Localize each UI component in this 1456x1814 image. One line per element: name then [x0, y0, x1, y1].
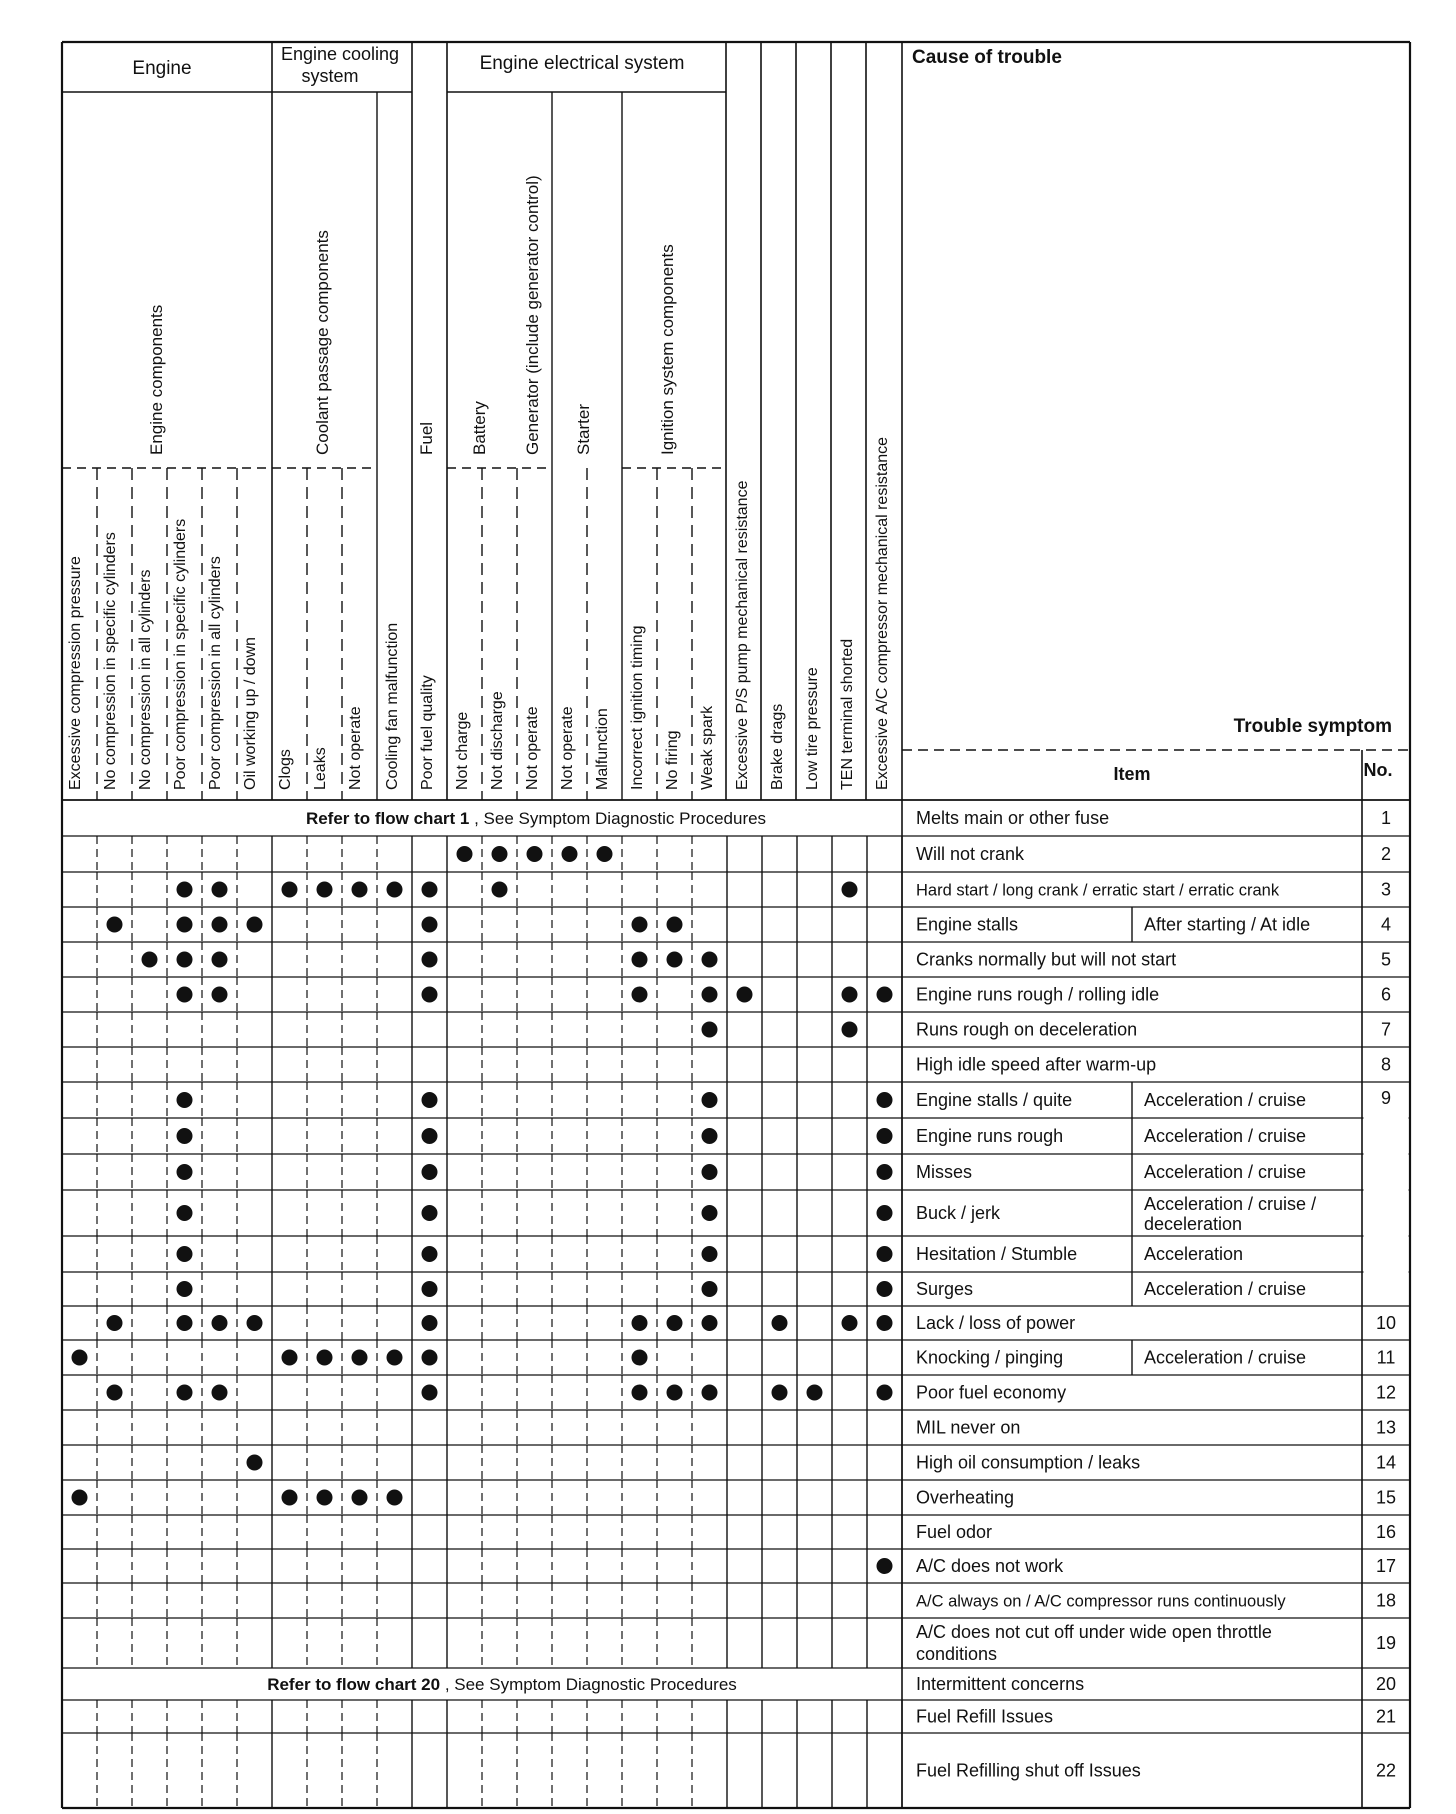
cause-dot — [387, 1350, 403, 1366]
col-label: Excessive compression pressure — [67, 556, 84, 790]
symptom-detail: Acceleration / cruise — [1144, 1090, 1307, 1110]
starter-label: Starter — [574, 403, 593, 455]
col-label: Excessive P/S pump mechanical resistance — [734, 480, 751, 790]
cause-dot — [702, 1128, 718, 1144]
symptom-rows — [916, 808, 1396, 1781]
col-label: Low tire pressure — [804, 667, 821, 790]
cause-dot — [177, 1281, 193, 1297]
col-label: Excessive A/C compressor mechanical resistance — [874, 436, 891, 790]
cause-dot — [667, 1315, 683, 1331]
symptom-number: 4 — [1380, 914, 1392, 935]
col-label: Malfunction — [594, 708, 611, 790]
cause-dot — [422, 1092, 438, 1108]
cause-dot — [702, 1281, 718, 1297]
cooling-group-header-line1: Engine cooling — [280, 44, 400, 64]
cause-dot — [177, 882, 193, 898]
symptom-number: 5 — [1380, 949, 1392, 970]
symptom-item: conditions — [916, 1644, 998, 1664]
cause-dot — [877, 1205, 893, 1221]
symptom-number: 15 — [1375, 1487, 1397, 1508]
symptom-number: 1 — [1380, 808, 1392, 828]
col-label: Cooling fan malfunction — [384, 622, 401, 790]
col-label: Clogs — [277, 749, 294, 790]
cause-dot — [702, 1385, 718, 1401]
no-column-header: No. — [1363, 760, 1393, 780]
symptom-number: 9 — [1380, 1088, 1392, 1108]
col-label: Not operate — [524, 706, 541, 790]
cause-dot — [177, 1246, 193, 1262]
symptom-detail: Acceleration / cruise — [1144, 1347, 1307, 1368]
cause-dot — [247, 1315, 263, 1331]
cause-dot — [702, 1022, 718, 1038]
cause-dot — [387, 882, 403, 898]
engine-components-label: Engine components — [147, 304, 166, 455]
cause-dot — [387, 1490, 403, 1506]
symptom-number: 22 — [1375, 1760, 1397, 1781]
symptom-number: 19 — [1375, 1633, 1397, 1653]
cause-dot — [877, 1164, 893, 1180]
col-label: Brake drags — [769, 703, 786, 790]
cause-dot — [702, 987, 718, 1003]
symptom-item: A/C does not work — [916, 1556, 1064, 1576]
cause-dot — [422, 1246, 438, 1262]
col-label: TEN terminal shorted — [839, 638, 856, 790]
cause-dot — [422, 952, 438, 968]
symptom-item: Poor fuel economy — [916, 1382, 1067, 1403]
col-label: Not operate — [347, 706, 364, 790]
cause-dot — [772, 1385, 788, 1401]
cause-dot — [702, 1164, 718, 1180]
symptom-item: Knocking / pinging — [916, 1347, 1064, 1368]
col-label: Poor compression in specific cylinders — [172, 518, 189, 790]
cause-dot — [177, 1315, 193, 1331]
cause-dot — [842, 882, 858, 898]
col-label: Incorrect ignition timing — [629, 625, 646, 790]
symptom-item: High idle speed after warm-up — [916, 1054, 1157, 1075]
col-label: Not discharge — [489, 691, 506, 790]
refer-flow-chart-1 — [306, 809, 766, 828]
symptom-item: Intermittent concerns — [916, 1674, 1085, 1694]
cause-dot — [597, 846, 613, 862]
cause-dot — [212, 917, 228, 933]
col-label: Weak spark — [699, 705, 716, 790]
refer-flow-chart-20 — [267, 1675, 737, 1694]
symptom-number: 12 — [1375, 1382, 1397, 1403]
symptom-number: 11 — [1376, 1347, 1396, 1368]
cause-dot — [212, 1385, 228, 1401]
cause-dot — [317, 1350, 333, 1366]
cause-dot — [877, 1315, 893, 1331]
refer-strong-text: Refer to flow chart 20 — [267, 1675, 441, 1694]
cause-dot — [842, 1022, 858, 1038]
battery-label: Battery — [470, 401, 489, 455]
col-label: Poor fuel quality — [419, 675, 436, 790]
col-label: Poor compression in all cylinders — [207, 556, 224, 790]
trouble-symptom-label: Trouble symptom — [1233, 716, 1392, 737]
cause-dot — [247, 917, 263, 933]
symptom-item: Hard start / long crank / erratic start / erratic crank — [916, 881, 1280, 900]
cause-dot — [527, 846, 543, 862]
symptom-number: 20 — [1375, 1674, 1397, 1694]
col-label: No compression in specific cylinders — [102, 532, 119, 790]
cause-dot — [492, 846, 508, 862]
cause-dot — [72, 1350, 88, 1366]
symptom-item: Surges — [916, 1279, 974, 1299]
symptom-item: Overheating — [916, 1487, 1015, 1508]
symptom-item: Engine runs rough — [916, 1126, 1064, 1146]
col-label: Not charge — [454, 711, 471, 790]
cause-dot — [492, 882, 508, 898]
cause-dot — [422, 1128, 438, 1144]
cause-dot — [667, 1385, 683, 1401]
cause-dot — [177, 1205, 193, 1221]
cause-dot — [282, 1490, 298, 1506]
cause-dot — [352, 882, 368, 898]
cause-dot — [702, 1092, 718, 1108]
cause-dot — [877, 1281, 893, 1297]
cause-dot — [212, 952, 228, 968]
symptom-number: 2 — [1380, 844, 1392, 864]
symptom-number: 17 — [1375, 1556, 1397, 1576]
cause-dot — [877, 1385, 893, 1401]
cause-dot — [422, 917, 438, 933]
cause-dot — [317, 1490, 333, 1506]
cause-dot — [737, 987, 753, 1003]
cause-dot — [177, 1128, 193, 1144]
symptom-item: Fuel odor — [916, 1522, 993, 1542]
cause-dot — [107, 1315, 123, 1331]
cause-dot — [352, 1490, 368, 1506]
cause-dot — [72, 1490, 88, 1506]
symptom-number: 8 — [1380, 1054, 1392, 1075]
cause-dot — [632, 1350, 648, 1366]
refer-rest-text: , See Symptom Diagnostic Procedures — [444, 1675, 737, 1694]
cause-dot — [177, 917, 193, 933]
symptom-item: Fuel Refilling shut off Issues — [916, 1760, 1141, 1781]
cause-dot — [807, 1385, 823, 1401]
symptom-item: A/C does not cut off under wide open throttle — [916, 1622, 1272, 1642]
symptom-item: High oil consumption / leaks — [916, 1452, 1141, 1473]
cause-dot — [702, 1246, 718, 1262]
cause-dot — [177, 1092, 193, 1108]
cause-dot — [422, 1315, 438, 1331]
cause-dot — [842, 987, 858, 1003]
symptom-number: 3 — [1380, 879, 1392, 900]
cause-dot — [107, 917, 123, 933]
col-label: Leaks — [312, 747, 329, 790]
cause-dot — [457, 846, 473, 862]
symptom-item: Engine runs rough / rolling idle — [916, 984, 1160, 1005]
cause-dot — [422, 1281, 438, 1297]
cause-dot — [702, 1315, 718, 1331]
symptom-number: 21 — [1375, 1706, 1397, 1727]
symptom-detail: Acceleration / cruise — [1144, 1126, 1307, 1146]
col-label: Not operate — [559, 706, 576, 790]
symptom-detail: Acceleration / cruise — [1144, 1162, 1307, 1182]
symptom-number: 16 — [1375, 1522, 1397, 1542]
col-label: No compression in all cylinders — [137, 569, 154, 790]
symptom-item: Cranks normally but will not start — [916, 949, 1177, 970]
cause-dot — [177, 1164, 193, 1180]
symptom-number: 10 — [1375, 1313, 1397, 1333]
cause-dot — [667, 917, 683, 933]
cause-dot — [212, 882, 228, 898]
cause-dot — [142, 952, 158, 968]
cause-dot — [877, 1246, 893, 1262]
cause-dot — [352, 1350, 368, 1366]
symptom-item: Lack / loss of power — [916, 1313, 1076, 1333]
cause-dot — [177, 952, 193, 968]
cause-dot — [632, 1315, 648, 1331]
symptom-item: MIL never on — [916, 1417, 1021, 1438]
symptom-number: 6 — [1380, 984, 1392, 1005]
cause-dot — [422, 1164, 438, 1180]
symptom-detail: After starting / At idle — [1144, 914, 1311, 935]
cause-dot — [632, 987, 648, 1003]
cause-dot — [422, 882, 438, 898]
cause-dot — [177, 1385, 193, 1401]
symptom-number: 18 — [1375, 1590, 1397, 1611]
symptom-item: Engine stalls / quite — [916, 1090, 1073, 1110]
col-label: No firing — [664, 730, 681, 790]
cause-of-trouble-label: Cause of trouble — [912, 47, 1062, 68]
refer-rest-text: , See Symptom Diagnostic Procedures — [474, 809, 767, 828]
cause-dot — [212, 987, 228, 1003]
symptom-detail: deceleration — [1144, 1214, 1243, 1234]
symptom-detail: Acceleration — [1144, 1244, 1244, 1264]
refer-strong-text: Refer to flow chart 1 — [305, 809, 470, 828]
symptom-item: Buck / jerk — [916, 1203, 1001, 1223]
cause-dot — [212, 1315, 228, 1331]
fuel-label: Fuel — [417, 421, 436, 455]
coolant-passage-label: Coolant passage components — [313, 230, 332, 455]
cause-dot — [422, 1205, 438, 1221]
cause-dot — [632, 952, 648, 968]
cause-dot — [247, 1455, 263, 1471]
cause-dot — [107, 1385, 123, 1401]
generator-label: Generator (include generator control) — [523, 175, 542, 455]
cooling-group-header-line2: system — [301, 66, 359, 86]
column-labels — [67, 437, 891, 790]
cause-dot — [667, 952, 683, 968]
cause-dot — [317, 882, 333, 898]
symptom-item: Will not crank — [916, 844, 1025, 864]
cause-dot — [422, 1385, 438, 1401]
symptom-item: Engine stalls — [916, 914, 1019, 935]
cause-dot — [877, 1558, 893, 1574]
cause-dot — [422, 987, 438, 1003]
cause-dot — [422, 1350, 438, 1366]
cause-dot — [562, 846, 578, 862]
cause-dot — [632, 917, 648, 933]
symptom-item: Runs rough on deceleration — [916, 1019, 1138, 1040]
symptom-number: 7 — [1380, 1019, 1392, 1040]
cause-dot — [632, 1385, 648, 1401]
symptom-item: A/C always on / A/C compressor runs continuously — [916, 1592, 1286, 1611]
symptom-item: Melts main or other fuse — [916, 808, 1110, 828]
cause-dot — [877, 1092, 893, 1108]
symptom-item: Misses — [916, 1162, 973, 1182]
symptom-number: 13 — [1375, 1417, 1397, 1438]
cause-dot — [702, 952, 718, 968]
item-column-header: Item — [1113, 764, 1151, 784]
symptom-item: Hesitation / Stumble — [916, 1244, 1078, 1264]
ignition-label: Ignition system components — [658, 244, 677, 455]
engine-group-header: Engine — [132, 58, 192, 79]
symptom-number: 14 — [1375, 1452, 1397, 1473]
symptom-detail: Acceleration / cruise — [1144, 1279, 1307, 1299]
cause-dot — [282, 882, 298, 898]
cause-dot — [877, 987, 893, 1003]
cause-dot — [702, 1205, 718, 1221]
cause-dot — [877, 1128, 893, 1144]
merged-number-cell — [1364, 1084, 1409, 1304]
cause-dot — [842, 1315, 858, 1331]
col-label: Oil working up / down — [242, 637, 259, 790]
symptom-item: Fuel Refill Issues — [916, 1706, 1054, 1727]
electrical-group-header: Engine electrical system — [479, 53, 685, 74]
symptom-detail: Acceleration / cruise / — [1144, 1194, 1317, 1214]
cause-dot — [177, 987, 193, 1003]
cause-dot — [282, 1350, 298, 1366]
cause-dot — [772, 1315, 788, 1331]
